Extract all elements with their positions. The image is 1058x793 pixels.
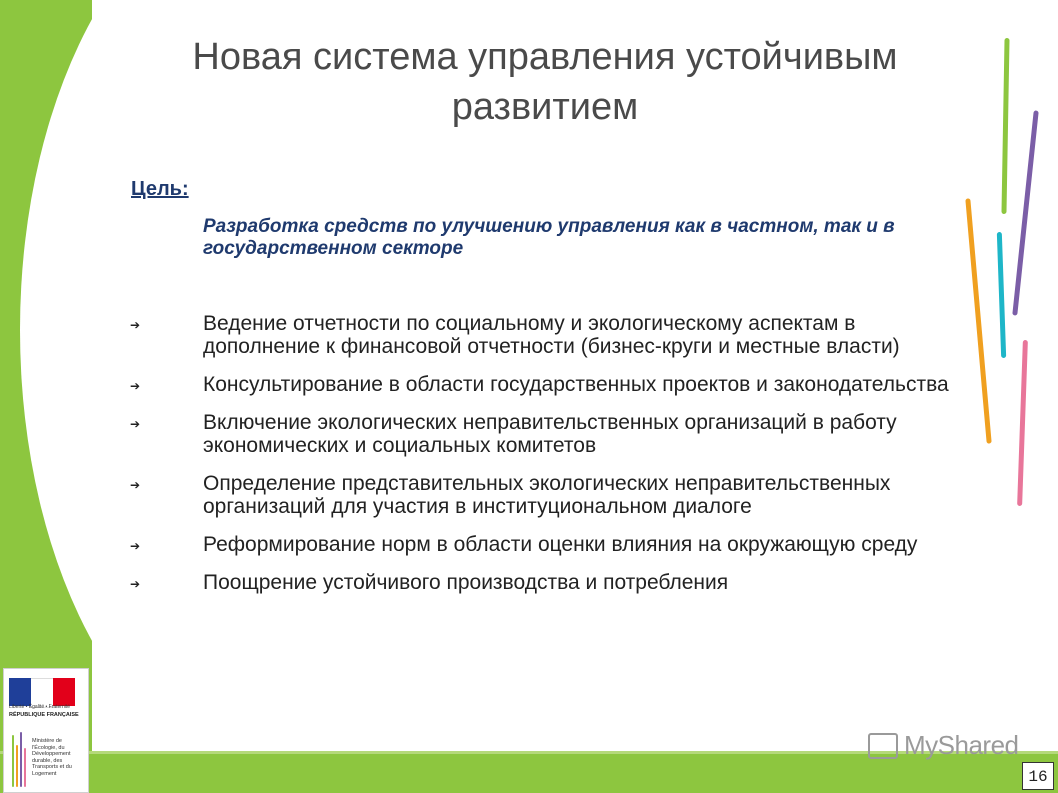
arrow-right-icon: ➔ (130, 577, 141, 591)
french-flag-icon (9, 678, 75, 706)
bullet-item (130, 312, 950, 358)
logo-pink-line (24, 748, 26, 787)
bullet-item (130, 472, 950, 518)
arrow-right-icon: ➔ (130, 478, 141, 492)
bullet-list (130, 312, 950, 609)
bullet-item (130, 571, 950, 594)
bullet-text: Определение представительных экологических неправительственных организаций для участия в институциональном диалоге (203, 472, 891, 518)
bullet-text: Поощрение устойчивого производства и потребления (203, 571, 729, 594)
goal-label: Цель: (131, 178, 189, 200)
logo-motto: Liberté • Égalité • Fraternité (9, 704, 71, 710)
bullet-item (130, 533, 950, 556)
bullet-item (130, 411, 950, 457)
logo-purple-line (20, 732, 22, 787)
deco-green-stroke (1001, 38, 1009, 214)
bullet-text: Консультирование в области государственных проектов и законодательства (203, 373, 949, 396)
deco-purple-stroke (1012, 110, 1039, 315)
bullet-text: Ведение отчетности по социальному и экологическому аспектам в дополнение к финансовой отчетности (бизнес-круги и местные власти) (203, 312, 900, 358)
deco-teal-stroke (997, 232, 1006, 358)
arrow-right-icon: ➔ (130, 539, 141, 553)
goal-text: Разработка средств по улучшению управления как в частном, так и в государственном секторе (203, 216, 895, 259)
logo-republic: RÉPUBLIQUE FRANÇAISE (9, 712, 79, 718)
bullet-item (130, 373, 950, 396)
bullet-text: Реформирование норм в области оценки влияния на окружающую среду (203, 533, 918, 556)
page-number: 16 (1022, 762, 1054, 790)
bullet-text: Включение экологических неправительственных организаций в работу экономических и социальных комитетов (203, 411, 897, 457)
deco-orange-stroke (965, 198, 991, 443)
logo-orange-line (16, 745, 18, 787)
logo-green-line (12, 735, 14, 787)
logo-ministry: Ministère de l'Écologie, du Développement durable, des Transports et du Logement (32, 738, 72, 777)
deco-pink-stroke (1017, 340, 1028, 506)
arrow-right-icon: ➔ (130, 318, 141, 332)
watermark: MyShared (904, 730, 1019, 760)
arrow-right-icon: ➔ (130, 417, 141, 431)
slide-title: Новая система управления устойчивым развитием (192, 36, 898, 128)
arrow-right-icon: ➔ (130, 379, 141, 393)
